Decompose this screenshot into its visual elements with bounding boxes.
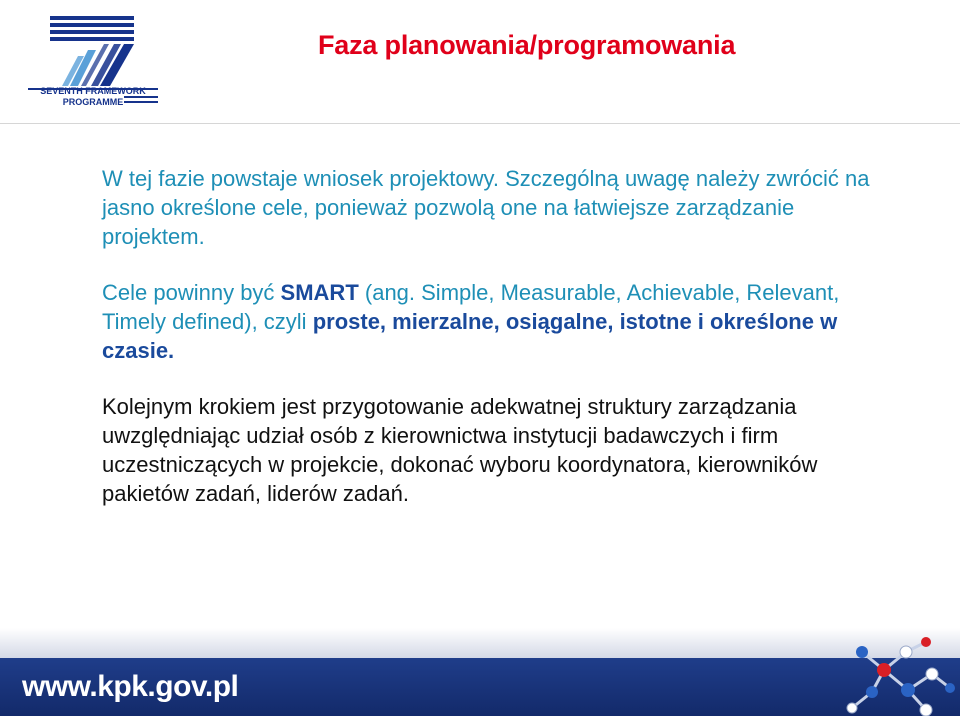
- paragraph-structure: Kolejnym krokiem jest przygotowanie adekwatnej struktury zarządzania uwzględniając udział osób z kierownictwa instytucji badawczych i firm uczestniczących w projekcie, dokonać wyboru koordynatora, kierowników pakietów zadań, liderów zadań.: [102, 394, 818, 506]
- smart-keyword: SMART: [280, 280, 359, 305]
- paragraph-intro: W tej fazie powstaje wniosek projektowy. Szczególną uwagę należy zwrócić na jasno określone cele, ponieważ pozwolą one na łatwiejsze zarządzanie projektem.: [102, 166, 870, 249]
- slide-footer: [0, 658, 960, 716]
- footer-fade: [0, 628, 960, 658]
- smart-text-1: Cele powinny być: [102, 280, 281, 305]
- slide-title: Faza planowania/programowania: [318, 30, 736, 60]
- logo-caption-line1: SEVENTH FRAMEWORK: [40, 86, 146, 96]
- smart-definition: proste, mierzalne, osiągalne, istotne i określone w czasie.: [102, 309, 838, 363]
- paragraph-smart: [102, 278, 902, 365]
- logo-caption: [28, 86, 158, 108]
- smart-text-2: (ang. Simple, Measurable, Achievable, Relevant, Timely defined), czyli: [102, 280, 840, 334]
- slide-header: [0, 0, 960, 124]
- slide-content: [102, 164, 902, 508]
- molecule-icon: [822, 630, 960, 716]
- footer-url: www.kpk.gov.pl: [22, 670, 239, 703]
- logo-caption-line2: PROGRAMME: [62, 97, 124, 107]
